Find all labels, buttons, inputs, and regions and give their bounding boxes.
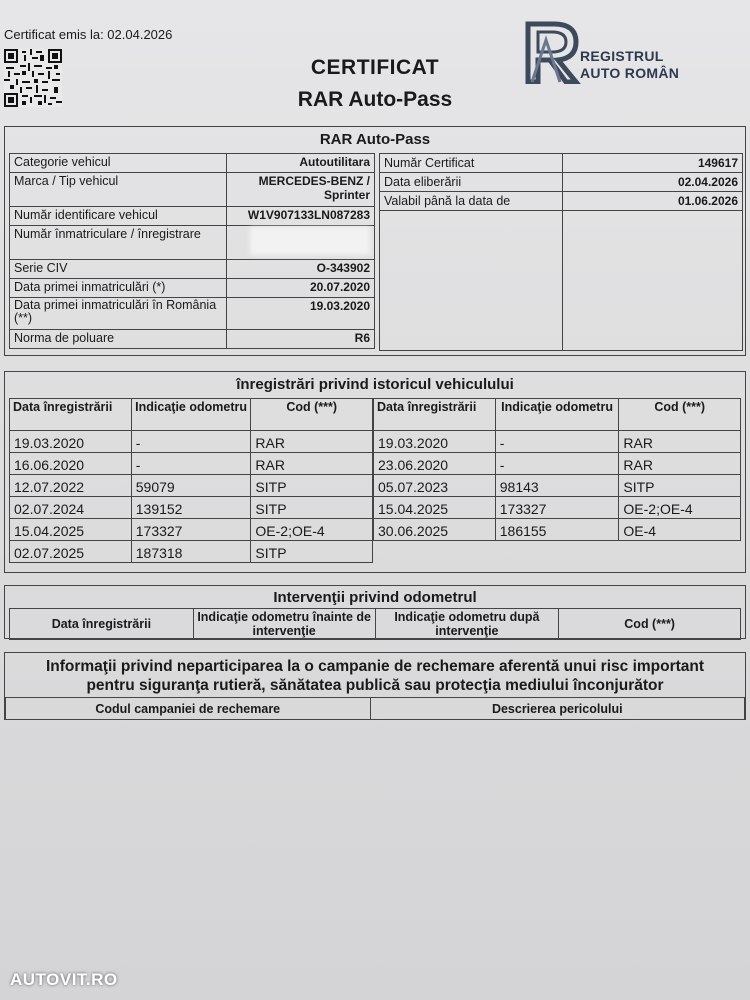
blurred-plate-value (250, 227, 370, 255)
issued-date-label: Certificat emis la: 02.04.2026 (4, 27, 173, 42)
rar-logo-icon (524, 20, 584, 84)
table-row: 12.07.2022 59079 SITP (10, 475, 373, 497)
table-row: 19.03.2020 - RAR (374, 431, 741, 453)
history-table-left (9, 398, 373, 563)
autovit-watermark: AUTOVIT.RO (10, 970, 118, 989)
recall-table (5, 697, 745, 720)
recall-section (4, 652, 746, 720)
odometer-table (9, 608, 741, 640)
table-row: 02.07.2024 139152 SITP (10, 497, 373, 519)
history-section (4, 371, 746, 573)
qr-code-icon (4, 48, 62, 108)
table-row: 15.04.2025 173327 OE-2;OE-4 (10, 519, 373, 541)
certificate-title: CERTIFICAT (310, 56, 440, 79)
table-row: Număr înmatriculare / înregistrare (10, 226, 375, 260)
table-row: 30.06.2025 186155 OE-4 (374, 519, 741, 541)
table-row: Număr identificare vehicul W1V907133LN087283 (10, 207, 375, 226)
table-row: Valabil până la data de 01.06.2026 (380, 192, 743, 211)
table-header-row: Data înregistrării Indicaţie odometru Cod (***) (374, 399, 741, 431)
table-row: Norma de poluare R6 (10, 330, 375, 349)
odometer-section-title: Intervenţii privind odometrul (273, 589, 477, 606)
history-section-title: înregistrări privind istoricul vehiculului (236, 376, 514, 393)
table-row: 05.07.2023 98143 SITP (374, 475, 741, 497)
table-row: 16.06.2020 - RAR (10, 453, 373, 475)
vehicle-info-section (4, 126, 746, 356)
table-row: Număr Certificat 149617 (380, 154, 743, 173)
table-row: 19.03.2020 - RAR (10, 431, 373, 453)
table-row: Data eliberării 02.04.2026 (380, 173, 743, 192)
table-row: Serie CIV O-343902 (10, 260, 375, 279)
vehicle-right-table (379, 153, 743, 351)
redacted-plate (227, 226, 375, 260)
vehicle-section-title: RAR Auto-Pass (319, 131, 431, 148)
table-row: Categorie vehicul Autoutilitara (10, 154, 375, 173)
rar-logo-text: REGISTRUL AUTO ROMÂN (580, 48, 680, 81)
certificate-title-block (250, 56, 500, 112)
table-row: 02.07.2025 187318 SITP (10, 541, 373, 563)
table-header-row: Data înregistrării Indicaţie odometru Cod (***) (10, 399, 373, 431)
odometer-interventions-section (4, 585, 746, 639)
certificate-subtitle: RAR Auto-Pass (297, 88, 453, 111)
history-table-right (373, 398, 741, 541)
table-header-row: Codul campaniei de rechemare Descrierea pericolului (6, 698, 745, 720)
table-row (380, 211, 743, 351)
table-row: 15.04.2025 173327 OE-2;OE-4 (374, 497, 741, 519)
table-header-row: Data înregistrării Indicaţie odometru înainte de intervenţie Indicaţie odometru după intervenţie Cod (***) (10, 609, 741, 640)
table-row: Marca / Tip vehicul MERCEDES-BENZ / Sprinter (10, 173, 375, 207)
table-row: Data primei inmatriculări în România (**) 19.03.2020 (10, 298, 375, 330)
vehicle-left-table (9, 153, 375, 349)
table-row: Data primei inmatriculări (*) 20.07.2020 (10, 279, 375, 298)
table-row: 23.06.2020 - RAR (374, 453, 741, 475)
recall-section-title: Informaţii privind neparticiparea la o campanie de rechemare aferentă unui risc important pentru siguranţa rutieră, sănătatea publică sau protecţia mediului înconjurător (45, 658, 705, 694)
